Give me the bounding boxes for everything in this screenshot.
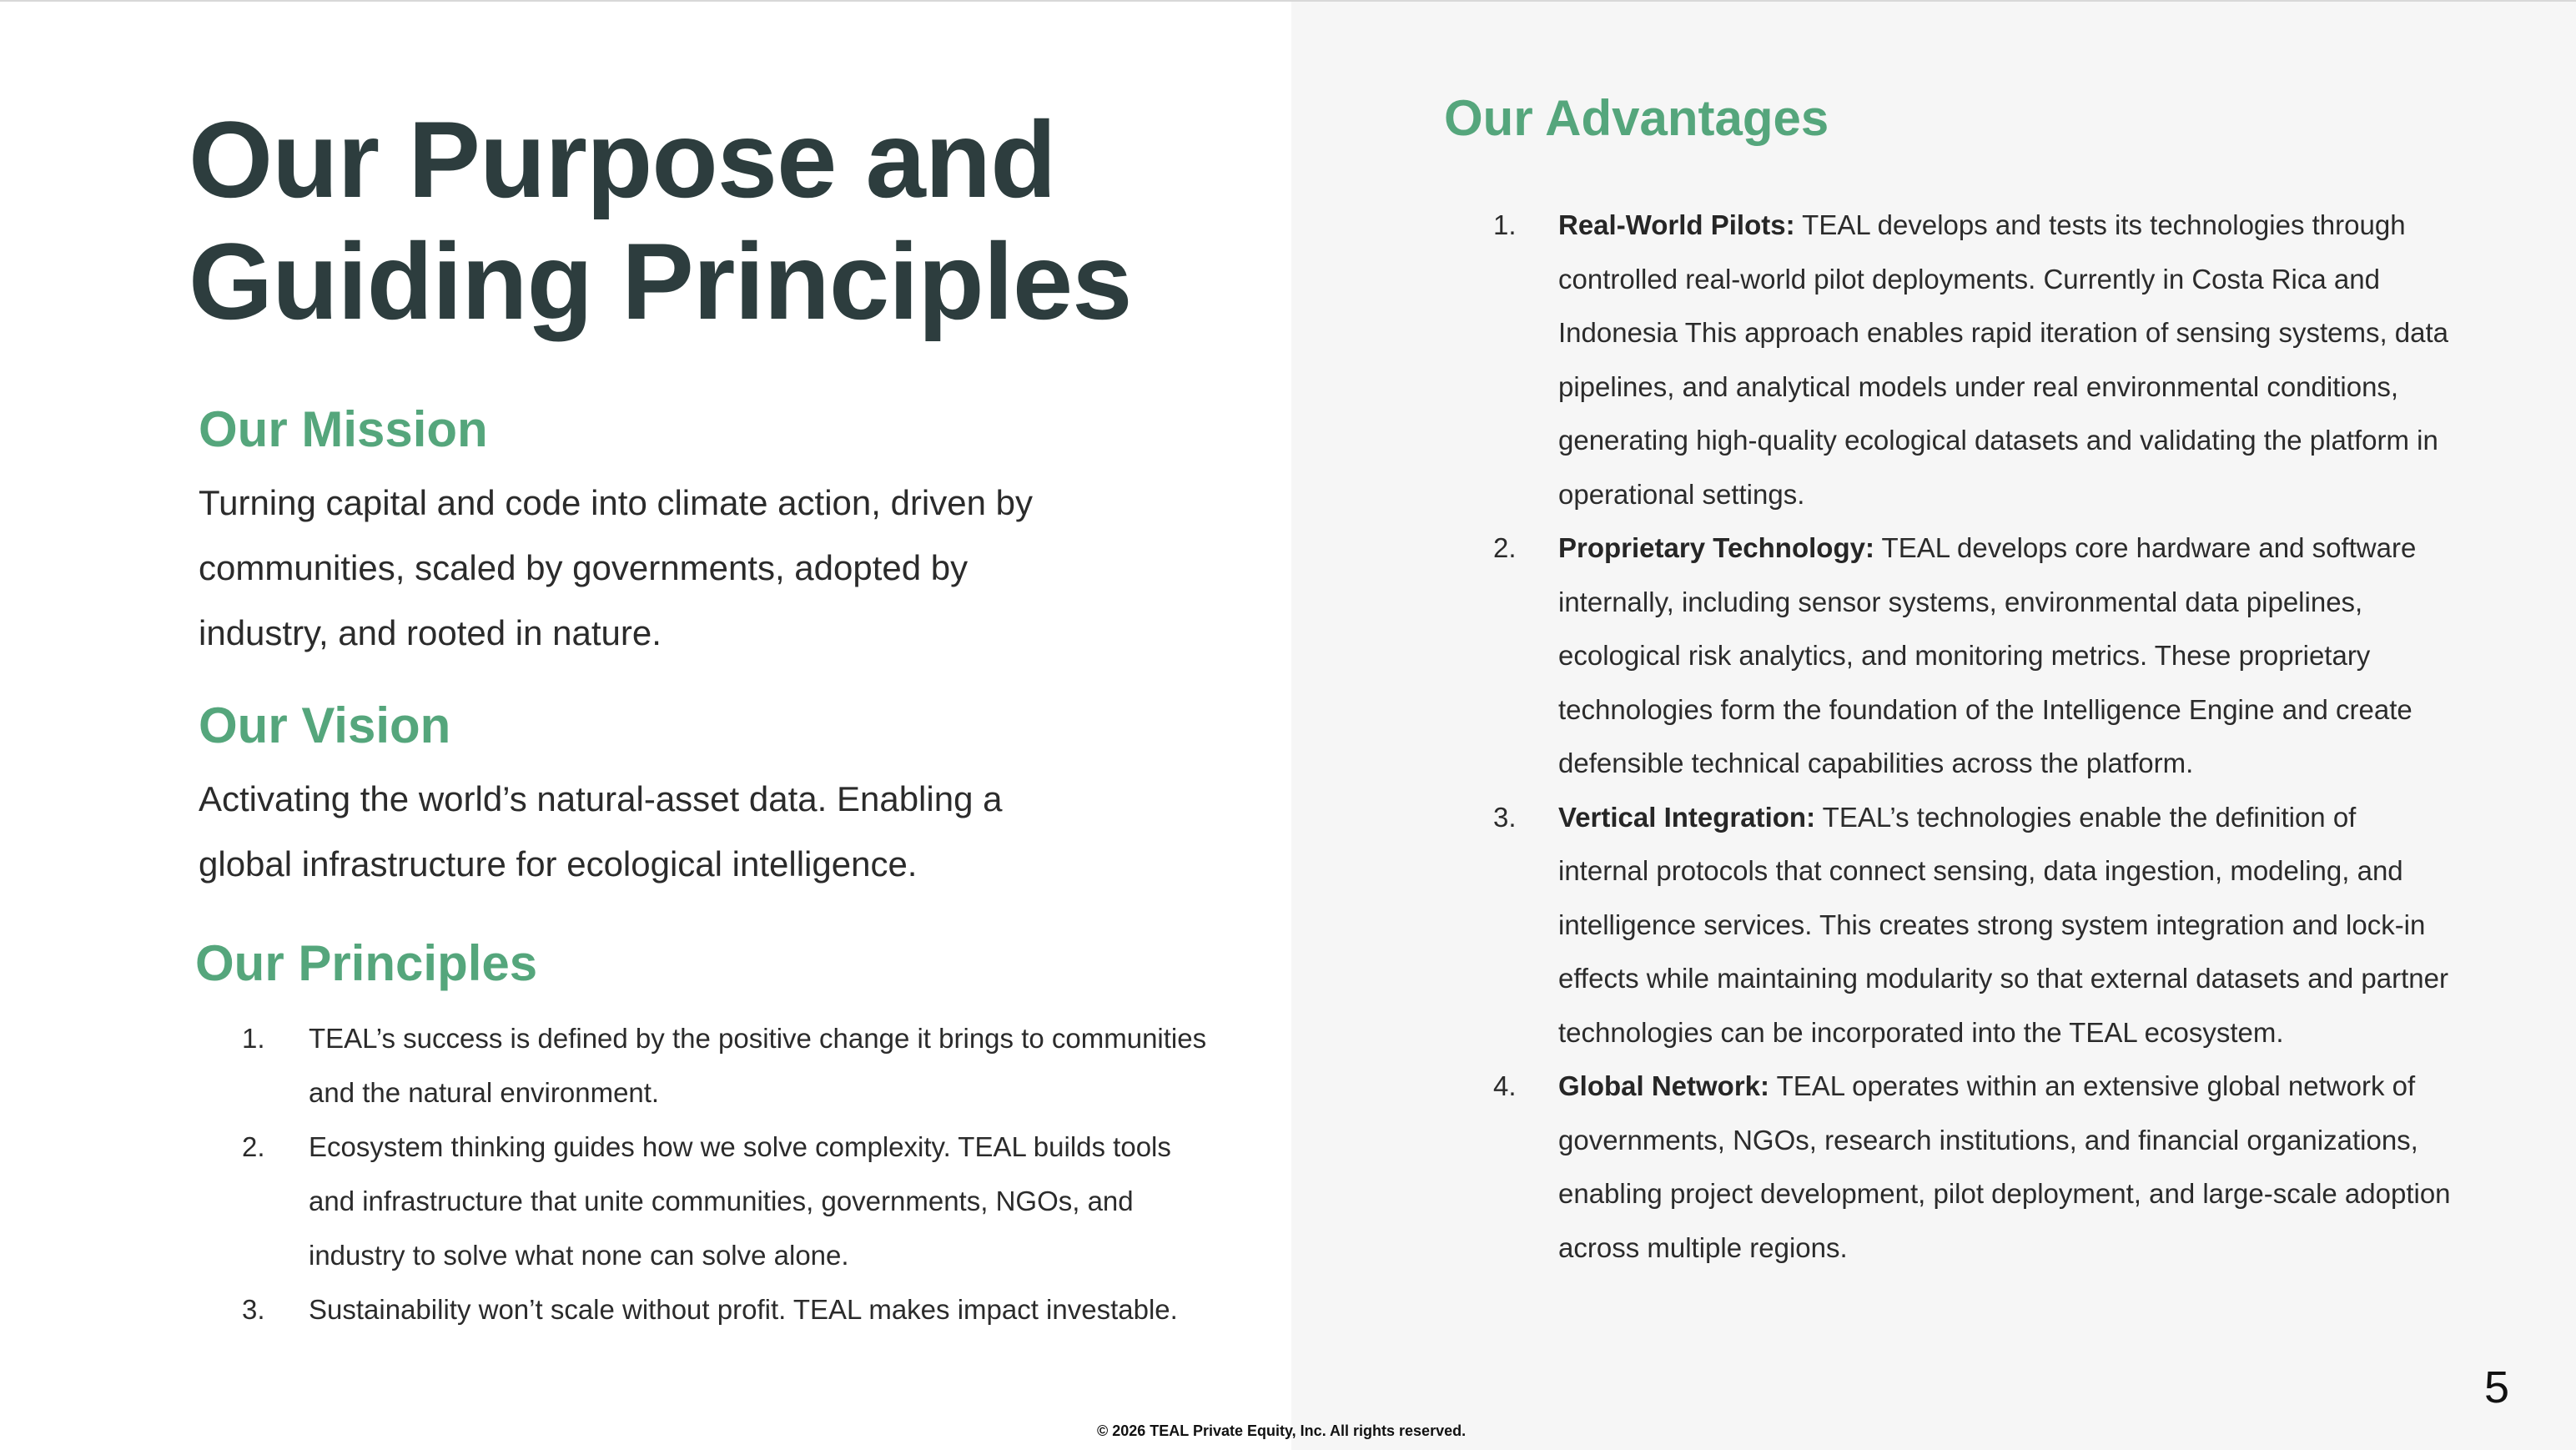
advantage-item bbox=[1493, 791, 2453, 1060]
principle-number: 1. bbox=[242, 1023, 265, 1054]
advantage-body bbox=[1558, 521, 2453, 791]
advantage-lead: Proprietary Technology: bbox=[1558, 532, 1874, 563]
advantage-item bbox=[1493, 1060, 2453, 1275]
advantage-text: TEAL operates within an extensive global network of governments, NGOs, research institutions, and financial organizations, enabling project development, pilot deployment, and large-scale adoption across multiple regions. bbox=[1558, 1070, 2451, 1263]
advantage-number: 2. bbox=[1493, 532, 1517, 563]
mission-text: Turning capital and code into climate action, driven by communities, scaled by governments, adopted by industry, and rooted in nature. bbox=[199, 483, 1034, 652]
vision-heading: Our Vision bbox=[199, 697, 451, 753]
advantage-item bbox=[1493, 199, 2453, 521]
principle-item bbox=[242, 1120, 1210, 1282]
principle-text: Ecosystem thinking guides how we solve complexity. TEAL builds tools and infrastructure that unite communities, governments, NGOs, and industry to solve what none can solve alone. bbox=[309, 1131, 1171, 1271]
advantage-body bbox=[1558, 791, 2453, 1060]
advantage-number: 4. bbox=[1493, 1070, 1517, 1101]
advantage-number: 3. bbox=[1493, 801, 1517, 833]
advantage-text: TEAL develops core hardware and software internally, including sensor systems, environmental data pipelines, ecological risk analytics, and monitoring metrics. These proprietary technologies form the foundation of the Intelligence Engine and create defensible technical capabilities across the platform. bbox=[1558, 532, 2417, 778]
advantage-body bbox=[1558, 1060, 2453, 1275]
principle-item bbox=[242, 1282, 1210, 1337]
advantage-lead: Real-World Pilots: bbox=[1558, 209, 1795, 240]
vision-text: Activating the world’s natural-asset data. Enabling a global infrastructure for ecological intelligence. bbox=[199, 779, 1003, 884]
advantage-text: TEAL’s technologies enable the definition of internal protocols that connect sensing, data ingestion, modeling, and intelligence services. This creates strong system integration and lock-in effects while maintaining modularity so that external datasets and partner technologies can be incorporated into the TEAL ecosystem. bbox=[1558, 801, 2448, 1048]
mission-heading: Our Mission bbox=[199, 401, 488, 457]
principle-text: Sustainability won’t scale without profit. TEAL makes impact investable. bbox=[309, 1294, 1178, 1325]
advantage-body bbox=[1558, 199, 2453, 521]
advantage-text: TEAL develops and tests its technologies through controlled real-world pilot deployments. Currently in Costa Rica and Indonesia This approach enables rapid iteration of sensing systems, data pipelines, and analytical models under real environmental conditions, generating high-quality ecological datasets and validating the platform in operational settings. bbox=[1558, 209, 2449, 510]
page-number: 5 bbox=[2484, 1362, 2510, 1412]
principle-number: 3. bbox=[242, 1294, 265, 1325]
principle-item bbox=[242, 1011, 1210, 1120]
advantage-number: 1. bbox=[1493, 209, 1517, 240]
page-title: Our Purpose and Guiding Principles bbox=[189, 98, 1132, 342]
principle-number: 2. bbox=[242, 1131, 265, 1162]
principles-heading: Our Principles bbox=[195, 935, 538, 991]
advantages-heading: Our Advantages bbox=[1444, 90, 1829, 146]
advantage-item bbox=[1493, 521, 2453, 791]
copyright-footer: © 2026 TEAL Private Equity, Inc. All rights reserved. bbox=[1097, 1422, 1467, 1439]
principle-text: TEAL’s success is defined by the positive change it brings to communities and the natural environment. bbox=[309, 1023, 1207, 1108]
advantage-lead: Global Network: bbox=[1558, 1070, 1770, 1101]
principles-list bbox=[242, 1011, 1210, 1337]
advantage-lead: Vertical Integration: bbox=[1558, 801, 1816, 833]
advantages-list bbox=[1493, 199, 2453, 1275]
